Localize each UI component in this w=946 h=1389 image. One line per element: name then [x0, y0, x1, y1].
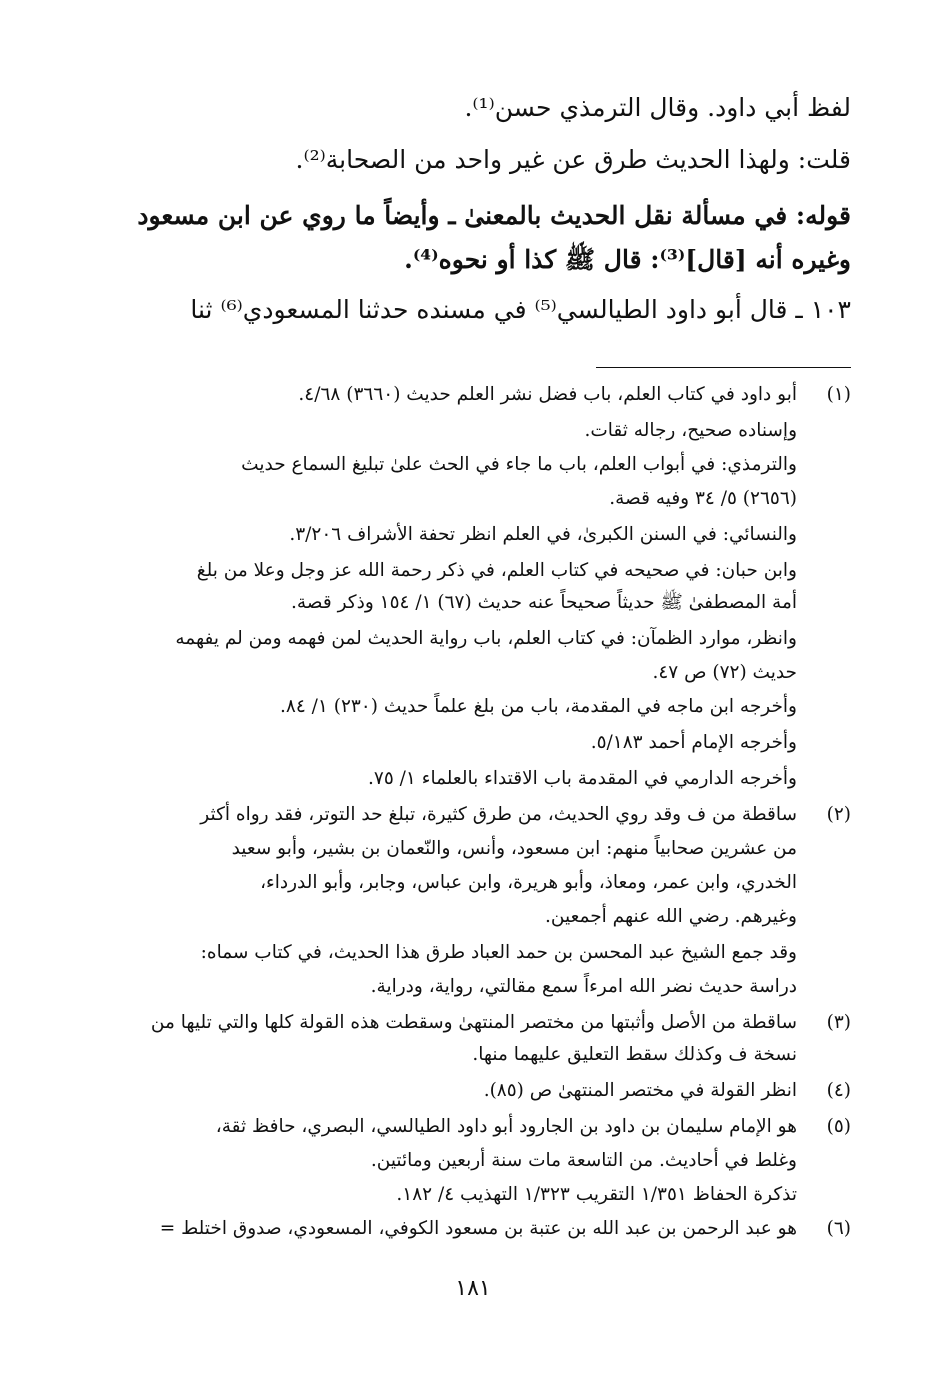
footnote-divider — [596, 367, 851, 368]
footnote-line: من عشرين صحابياً منهم: ابن مسعود، وأنس، والنّعمان بن بشير، وأبو سعيد — [231, 838, 797, 859]
footnote-line: وإسناده صحيح، رجاله ثقات. — [584, 420, 797, 441]
footnote-number: (٦) — [826, 1218, 851, 1239]
footnote-line: دراسة حديث نضر الله امرءاً سمع مقالتي، رواية، ودراية. — [370, 976, 797, 997]
footnote-line: الخدري، وابن عمر، ومعاذ، وأبو هريرة، وابن عباس، وجابر، وأبو الدرداء، — [260, 872, 797, 893]
footnote-number: (٢) — [826, 804, 851, 825]
footnote-line: انظر القولة في مختصر المنتهىٰ ص (٨٥). — [483, 1080, 797, 1101]
footnote-line: والنسائي: في السنن الكبرىٰ، في العلم انظر تحفة الأشراف ٣/٢٠٦. — [289, 524, 797, 545]
footnote-line: وأخرجه الإمام أحمد ٥/١٨٣. — [590, 732, 797, 753]
footnote-line: هو عبد الرحمن بن عبد الله بن عتبة بن مسعود الكوفي، المسعودي، صدوق اختلط = — [159, 1218, 797, 1239]
footnote-line: نسخة ف وكذلك سقط التعليق عليهما منها. — [472, 1044, 797, 1065]
footnote-number: (٣) — [826, 1012, 851, 1033]
footnote-line: ساقطة من الأصل وأثبتها من مختصر المنتهىٰ وسقطت هذه القولة كلها والتي تليها من — [150, 1012, 797, 1033]
footnote-number: (٥) — [826, 1116, 851, 1137]
footnote-number: (١) — [826, 384, 851, 405]
footnote-line: وانظر، موارد الظمآن: في كتاب العلم، باب رواية الحديث لمن فهمه ومن لم يفهمه — [175, 628, 797, 649]
footnote-line: وغيرهم. رضي الله عنهم أجمعين. — [545, 906, 797, 927]
footnote-line: وغلط في أحاديث. من التاسعة مات سنة أربعين ومائتين. — [370, 1150, 797, 1171]
main-line-1: لفظ أبي داود. وقال الترمذي حسن⁽¹⁾. — [464, 93, 851, 122]
page-number: ١٨١ — [455, 1276, 491, 1301]
footnote-line: وابن حبان: في صحيحه في كتاب العلم، في ذكر رحمة الله عز وجل وعلا من بلغ — [196, 560, 797, 581]
footnote-number: (٤) — [826, 1080, 851, 1101]
footnote-line: تذكرة الحفاظ ١/٣٥١ التقريب ١/٣٢٣ التهذيب ٤/ ١٨٢. — [396, 1184, 797, 1205]
footnote-line: وقد جمع الشيخ عبد المحسن بن حمد العباد طرق هذا الحديث، في كتاب سماه: — [200, 942, 797, 963]
footnote-line: أمة المصطفىٰ ﷺ حديثاً صحيحاً عنه حديث (٦٧) ١/ ١٥٤ وذكر قصة. — [291, 592, 797, 613]
main-line-3: قوله: في مسألة نقل الحديث بالمعنىٰ ـ وأيضاً ما روي عن ابن مسعود — [137, 201, 851, 230]
footnote-line: حديث (٧٢) ص ٤٧. — [652, 662, 797, 683]
main-line-4: وغيره أنه [قال]⁽³⁾: قال ﷺ كذا أو نحوه⁽⁴⁾. — [404, 245, 851, 274]
footnote-line: والترمذي: في أبواب العلم، باب ما جاء في الحث علىٰ تبليغ السماع حديث — [241, 454, 797, 475]
footnote-line: وأخرجه الدارمي في المقدمة باب الاقتداء بالعلماء ١/ ٧٥. — [368, 768, 797, 789]
main-line-5: ١٠٣ ـ قال أبو داود الطيالسي⁽⁵⁾ في مسنده حدثنا المسعودي⁽⁶⁾ ثنا — [190, 295, 851, 324]
main-line-2: قلت: ولهذا الحديث طرق عن غير واحد من الصحابة⁽²⁾. — [295, 145, 851, 174]
footnote-line: ساقطة من ف وقد روي الحديث، من طرق كثيرة، تبلغ حد التوتر، فقد رواه أكثر — [200, 804, 797, 825]
footnote-line: أبو داود في كتاب العلم، باب فضل نشر العلم حديث (٣٦٦٠) ٤/٦٨. — [298, 384, 797, 405]
footnote-line: هو الإمام سليمان بن داود بن الجارود أبو داود الطيالسي، البصري، حافظ ثقة، — [215, 1116, 797, 1137]
footnote-line: وأخرجه ابن ماجه في المقدمة، باب من بلغ علماً حديث (٢٣٠) ١/ ٨٤. — [280, 696, 797, 717]
footnote-line: (٢٦٥٦) ٥/ ٣٤ وفيه قصة. — [609, 488, 797, 509]
